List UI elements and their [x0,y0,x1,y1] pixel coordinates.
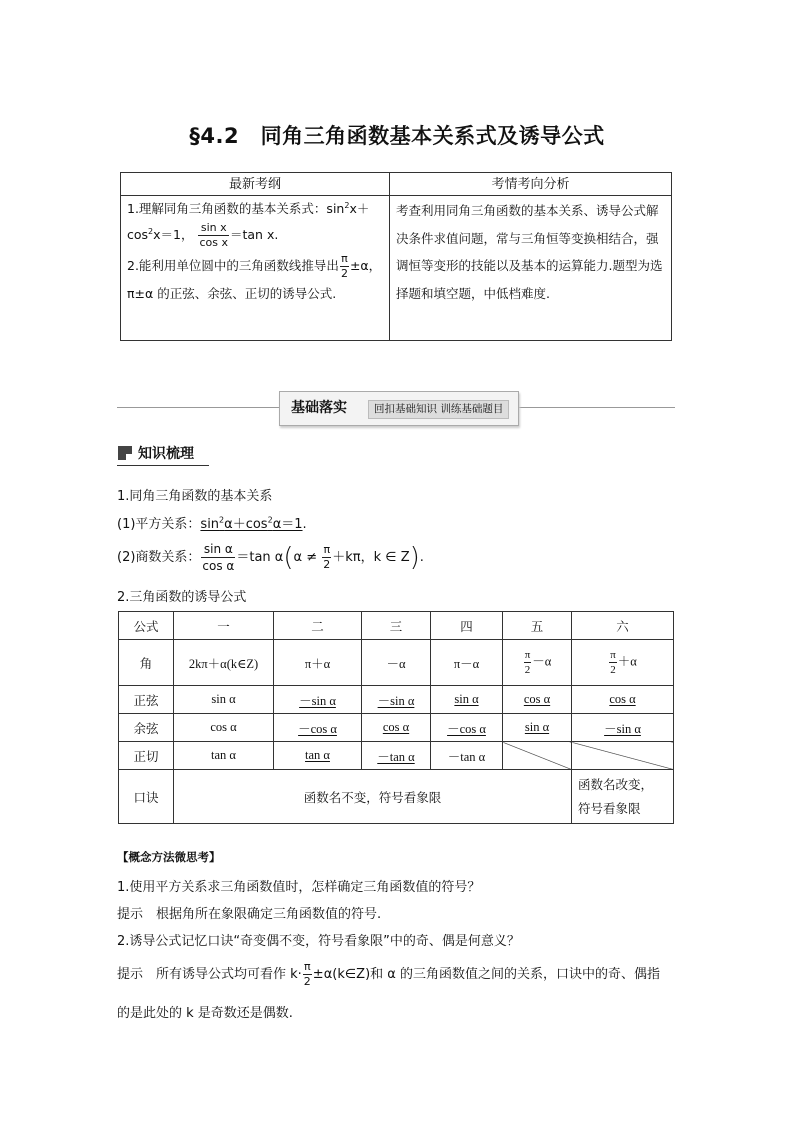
heading-induction: 2.三角函数的诱导公式 [117,590,247,605]
square-formula: $\sin^2\alpha+\cos^2\alpha=1$ [200,515,303,532]
row-label-rhyme: 口诀 [119,770,174,824]
table-row-angle [119,640,674,686]
angle-3: －α [362,640,431,686]
sin-4: sin α [431,686,503,714]
row-label-cos: 余弦 [119,714,174,742]
header-5: 五 [503,612,572,640]
question-1: 1.使用平方关系求三角函数值时，怎样确定三角函数值的符号？ [117,880,481,895]
requirement-1: 1.理解同角三角函数的基本关系式：$\sin^2x+$ $\cos^2x=1$， $\frac{\text{sin x}}{\text{cos x}}$ ＝tan x. [127,200,370,249]
answer-1: 提示 根据角所在象限确定三角函数值的符号. [117,907,382,922]
page-title: §4.2 同角三角函数基本关系式及诱导公式 [189,124,605,148]
outline-table [120,172,672,341]
angle-2: π＋α [274,640,362,686]
header-1: 一 [174,612,274,640]
section-square-icon [118,446,132,460]
row-label-sin: 正弦 [119,686,174,714]
row-label-angle: 角 [119,640,174,686]
header-2: 二 [274,612,362,640]
header-6: 六 [572,612,674,640]
sin-1: sin α [174,686,274,714]
table-row-cos [119,714,674,742]
tan-2: tan α [274,742,362,770]
sin-5: cos α [503,686,572,714]
cos-2: －cos α [274,714,362,742]
frac-sin-cos: $\frac{\text{sin x}}{\text{cos x}}$ [199,221,228,249]
tan-4: －tan α [431,742,503,770]
outline-analysis-cell: 考查利用同角三角函数的基本关系、诱导公式解决条件求值问题，常与三角恒等变换相结合，强调恒等变形的技能以及基本的运算能力.题型为选择题和填空题，中低档难度. [390,196,672,341]
banner-subtitle: 回扣基础知识 训练基础题目 [368,400,509,419]
heading-basic-relations: 1.同角三角函数的基本关系 [117,489,273,504]
header-formula: 公式 [119,612,174,640]
sin-3: －sin α [362,686,431,714]
induction-formula-table [118,611,674,824]
section-label: 知识梳理 [138,446,194,462]
banner-title: 基础落实 [291,400,347,416]
quotient-relation: (2)商数关系： $\frac{\text{sin α}}{\text{cos α}}$ ＝tan α(α ≠ $\frac{\pi}{2}$ ＋kπ，k ∈ Z). [117,542,424,573]
angle-4: π－α [431,640,503,686]
tan-6-empty [572,742,674,770]
cos-3: cos α [362,714,431,742]
cos-1: cos α [174,714,274,742]
answer-2: 提示 所有诱导公式均可看作 k· $\frac{\pi}{2}$ ±α(k∈Z)和 α 的三角函数值之间的关系，口诀中的奇、偶指 [117,960,660,988]
tan-1: tan α [174,742,274,770]
rhyme-unchanged: 函数名不变，符号看象限 [174,770,572,824]
table-row-tan [119,742,674,770]
angle-1: 2kπ＋α(k∈Z) [174,640,274,686]
square-relation: (1)平方关系：$\sin^2\alpha+\cos^2\alpha=1$. [117,515,307,532]
think-heading: 【概念方法微思考】 [117,850,221,864]
angle-6: $\frac{\pi}{2}$ ＋α [572,640,674,686]
requirement-2: 2.能利用单位圆中的三角函数线推导出 $\frac{\pi}{2}$ ±α， π±α 的正弦、余弦、正切的诱导公式. [127,252,382,301]
rhyme-changed: 函数名改变， 符号看象限 [572,770,674,824]
cos-6: －sin α [572,714,674,742]
table-row-rhyme [119,770,674,824]
header-4: 四 [431,612,503,640]
table-header-row [119,612,674,640]
sin-2: －sin α [274,686,362,714]
table-row-sin [119,686,674,714]
outline-requirements-cell [121,196,390,341]
outline-header-requirements: 最新考纲 [121,173,390,196]
outline-header-analysis: 考情考向分析 [390,173,672,196]
banner-divider-left [117,407,279,408]
answer-2-cont: 的是此处的 k 是奇数还是偶数. [117,1006,293,1021]
cos-5: sin α [503,714,572,742]
question-2: 2.诱导公式记忆口诀“奇变偶不变，符号看象限”中的奇、偶是何意义？ [117,934,520,949]
row-label-tan: 正切 [119,742,174,770]
section-banner [279,391,519,426]
sin-6: cos α [572,686,674,714]
tan-5-empty [503,742,572,770]
section-knowledge [117,443,209,466]
header-3: 三 [362,612,431,640]
angle-5: $\frac{\pi}{2}$ －α [503,640,572,686]
cos-4: －cos α [431,714,503,742]
tan-3: －tan α [362,742,431,770]
banner-divider-right [518,407,675,408]
